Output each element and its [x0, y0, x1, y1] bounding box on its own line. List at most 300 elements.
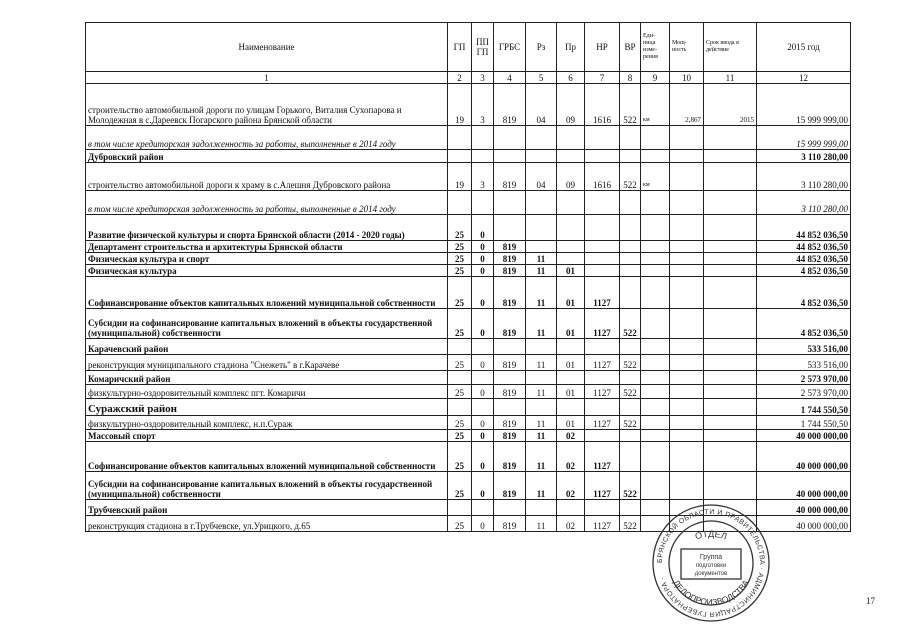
seal-top-text [694, 529, 728, 542]
table-row [86, 355, 851, 371]
row-rz: 11 [526, 472, 557, 500]
row-nr: 1616 [585, 84, 620, 126]
row-name: Развитие физической культуры и спорта Брянской области (2014 - 2020 годы) [86, 215, 448, 241]
row-name: в том числе кредиторская задолженность за работы, выполненные в 2014 году [86, 126, 448, 150]
row-unit [641, 355, 670, 371]
row-unit [641, 215, 670, 241]
row-power [670, 150, 704, 163]
row-name: Физическая культура [86, 265, 448, 277]
row-nr: 1127 [585, 416, 620, 430]
header-rz: Рз [526, 23, 557, 72]
table-row [86, 399, 851, 416]
row-vr [620, 430, 641, 442]
row-unit [641, 399, 670, 416]
row-power [670, 399, 704, 416]
row-vr [620, 215, 641, 241]
row-term [704, 309, 757, 339]
table-row [86, 191, 851, 215]
header-num: 3 [472, 72, 494, 84]
seal-middle-line2: подготовки [695, 563, 727, 569]
row-gp: 25 [448, 355, 472, 371]
row-grbs [494, 126, 526, 150]
row-unit [641, 191, 670, 215]
row-vr [620, 150, 641, 163]
office-seal-stamp [650, 502, 772, 624]
table-row [86, 215, 851, 241]
row-gp [448, 500, 472, 516]
row-term [704, 126, 757, 150]
row-nr [585, 265, 620, 277]
row-power [670, 355, 704, 371]
row-power [670, 339, 704, 355]
row-unit: км [641, 84, 670, 126]
row-gp [448, 150, 472, 163]
row-pr [557, 371, 585, 385]
row-gp: 25 [448, 253, 472, 265]
row-rz [526, 371, 557, 385]
row-gp: 25 [448, 241, 472, 253]
row-power: 2,867 [670, 84, 704, 126]
row-rz: 11 [526, 253, 557, 265]
row-pp: 0 [472, 385, 494, 399]
header-num: 4 [494, 72, 526, 84]
row-unit [641, 339, 670, 355]
row-unit [641, 371, 670, 385]
row-gp: 25 [448, 472, 472, 500]
row-vr: 522 [620, 84, 641, 126]
row-pp: 0 [472, 265, 494, 277]
row-pp: 0 [472, 442, 494, 472]
row-pr [557, 241, 585, 253]
row-term [704, 277, 757, 309]
table-row [86, 84, 851, 126]
row-name: Департамент строительства и архитектуры Брянской области [86, 241, 448, 253]
row-unit [641, 430, 670, 442]
row-name: Суражский район [86, 399, 448, 416]
row-nr [585, 399, 620, 416]
header-num: 7 [585, 72, 620, 84]
row-gp: 19 [448, 163, 472, 191]
row-vr: 522 [620, 385, 641, 399]
row-grbs [494, 191, 526, 215]
row-unit: км [641, 163, 670, 191]
row-gp: 25 [448, 430, 472, 442]
row-grbs: 819 [494, 309, 526, 339]
row-nr [585, 430, 620, 442]
row-pr: 09 [557, 163, 585, 191]
row-amount: 40 000 000,00 [757, 516, 851, 532]
row-pr: 02 [557, 516, 585, 532]
row-pp: 0 [472, 472, 494, 500]
row-rz [526, 126, 557, 150]
row-pr: 01 [557, 355, 585, 371]
header-unit: Еди-ница изме-рения [641, 23, 670, 72]
header-grbs: ГРБС [494, 23, 526, 72]
row-name: физкультурно-оздоровительный комплекс пгт. Комаричи [86, 385, 448, 399]
row-grbs: 819 [494, 472, 526, 500]
row-nr: 1127 [585, 472, 620, 500]
row-gp [448, 371, 472, 385]
row-amount: 3 110 280,00 [757, 150, 851, 163]
header-year: 2015 год [757, 23, 851, 72]
seal-middle-line1: Группа [699, 554, 723, 561]
row-rz [526, 339, 557, 355]
row-amount: 44 852 036,50 [757, 215, 851, 241]
row-unit [641, 253, 670, 265]
row-amount: 2 573 970,00 [757, 385, 851, 399]
row-nr [585, 339, 620, 355]
header-num: 6 [557, 72, 585, 84]
table-row [86, 265, 851, 277]
row-amount: 15 999 999,00 [757, 126, 851, 150]
row-pr [557, 191, 585, 215]
row-pp [472, 126, 494, 150]
page-number: 17 [866, 596, 875, 606]
row-pr [557, 399, 585, 416]
row-pr: 01 [557, 277, 585, 309]
seal-middle-line3: документов [694, 571, 728, 577]
row-grbs: 819 [494, 355, 526, 371]
row-amount: 533 516,00 [757, 339, 851, 355]
row-name: реконструкция стадиона в г.Трубчевске, ул.Урицкого, д.65 [86, 516, 448, 532]
row-grbs [494, 215, 526, 241]
row-unit [641, 309, 670, 339]
row-vr: 522 [620, 416, 641, 430]
row-power [670, 371, 704, 385]
row-name: Карачевский район [86, 339, 448, 355]
row-grbs: 819 [494, 385, 526, 399]
header-power: Мощ-ность [670, 23, 704, 72]
row-term [704, 385, 757, 399]
row-term [704, 215, 757, 241]
row-rz: 11 [526, 416, 557, 430]
row-name: Дубровский район [86, 150, 448, 163]
row-grbs [494, 500, 526, 516]
row-vr [620, 442, 641, 472]
row-name: Софинансирование объектов капитальных вложений муниципальной собственности [86, 277, 448, 309]
table-row [86, 253, 851, 265]
row-term [704, 355, 757, 371]
row-unit [641, 241, 670, 253]
row-pr: 02 [557, 472, 585, 500]
row-pr: 01 [557, 385, 585, 399]
row-grbs: 819 [494, 430, 526, 442]
row-grbs: 819 [494, 416, 526, 430]
seal-top-textpath: ОТДЕЛ [693, 528, 729, 542]
row-vr [620, 126, 641, 150]
row-rz [526, 215, 557, 241]
row-name: строительство автомобильной дороги к храму в с.Алешня Дубровского района [86, 163, 448, 191]
header-num: 8 [620, 72, 641, 84]
row-power [670, 191, 704, 215]
row-gp [448, 339, 472, 355]
row-rz [526, 241, 557, 253]
row-amount: 40 000 000,00 [757, 430, 851, 442]
header-term: Срок ввода в действие [704, 23, 757, 72]
row-unit [641, 442, 670, 472]
header-num: 9 [641, 72, 670, 84]
row-amount: 40 000 000,00 [757, 500, 851, 516]
row-unit [641, 126, 670, 150]
row-term [704, 430, 757, 442]
row-term [704, 265, 757, 277]
row-nr [585, 191, 620, 215]
row-power [670, 126, 704, 150]
row-unit [641, 265, 670, 277]
row-term [704, 191, 757, 215]
row-rz: 11 [526, 430, 557, 442]
row-term [704, 472, 757, 500]
row-nr: 1127 [585, 385, 620, 399]
row-vr [620, 339, 641, 355]
row-amount: 533 516,00 [757, 355, 851, 371]
row-term [704, 399, 757, 416]
row-name: в том числе кредиторская задолженность за работы, выполненные в 2014 году [86, 191, 448, 215]
row-rz: 11 [526, 277, 557, 309]
row-grbs: 819 [494, 241, 526, 253]
row-rz: 11 [526, 516, 557, 532]
row-amount: 40 000 000,00 [757, 442, 851, 472]
row-rz: 11 [526, 442, 557, 472]
row-grbs: 819 [494, 163, 526, 191]
row-grbs: 819 [494, 253, 526, 265]
row-nr: 1127 [585, 516, 620, 532]
row-grbs: 819 [494, 516, 526, 532]
row-unit [641, 150, 670, 163]
row-pr: 02 [557, 430, 585, 442]
row-vr [620, 191, 641, 215]
row-vr [620, 253, 641, 265]
table-body [86, 84, 851, 532]
row-pp [472, 191, 494, 215]
row-name: физкультурно-оздоровительный комплекс, н.п.Сураж [86, 416, 448, 430]
row-vr: 522 [620, 355, 641, 371]
row-power [670, 309, 704, 339]
header-row [86, 23, 851, 72]
table-row [86, 442, 851, 472]
row-pp [472, 339, 494, 355]
row-unit [641, 277, 670, 309]
table-row [86, 430, 851, 442]
row-pr: 01 [557, 265, 585, 277]
table-row [86, 241, 851, 253]
row-grbs: 819 [494, 265, 526, 277]
row-pp: 0 [472, 241, 494, 253]
row-gp: 25 [448, 516, 472, 532]
header-vr: ВР [620, 23, 641, 72]
row-pp: 0 [472, 355, 494, 371]
row-pp: 0 [472, 277, 494, 309]
row-vr [620, 371, 641, 385]
row-amount: 3 110 280,00 [757, 191, 851, 215]
row-pp: 0 [472, 253, 494, 265]
table-row [86, 150, 851, 163]
row-vr: 522 [620, 516, 641, 532]
row-rz [526, 150, 557, 163]
row-power [670, 215, 704, 241]
seal-bottom-textpath: ДЕЛОПРОИЗВОДСТВА [671, 578, 751, 608]
row-rz: 11 [526, 309, 557, 339]
row-pp: 0 [472, 309, 494, 339]
table-row [86, 277, 851, 309]
row-pr: 09 [557, 84, 585, 126]
row-rz: 04 [526, 84, 557, 126]
row-rz: 11 [526, 355, 557, 371]
row-rz: 11 [526, 385, 557, 399]
row-grbs [494, 339, 526, 355]
row-pp: 0 [472, 430, 494, 442]
row-power [670, 241, 704, 253]
row-gp [448, 399, 472, 416]
row-name: Комаричский район [86, 371, 448, 385]
row-amount: 44 852 036,50 [757, 241, 851, 253]
row-power [670, 277, 704, 309]
row-amount: 1 744 550,50 [757, 399, 851, 416]
row-pr: 01 [557, 309, 585, 339]
row-pp [472, 500, 494, 516]
row-pr [557, 126, 585, 150]
row-nr [585, 241, 620, 253]
table-row [86, 163, 851, 191]
row-gp: 25 [448, 215, 472, 241]
budget-table-page [85, 22, 850, 532]
row-gp [448, 191, 472, 215]
row-term [704, 416, 757, 430]
header-num: 1 [86, 72, 448, 84]
row-pr [557, 150, 585, 163]
row-rz [526, 191, 557, 215]
row-power [670, 163, 704, 191]
table-row [86, 126, 851, 150]
row-amount: 40 000 000,00 [757, 472, 851, 500]
header-num: 12 [757, 72, 851, 84]
row-term [704, 241, 757, 253]
row-name: реконструкция муниципального стадиона "Снежеть" в г.Карачеве [86, 355, 448, 371]
row-amount: 3 110 280,00 [757, 163, 851, 191]
row-gp: 25 [448, 385, 472, 399]
row-amount: 2 573 970,00 [757, 371, 851, 385]
row-pr [557, 253, 585, 265]
row-nr: 1127 [585, 277, 620, 309]
row-amount: 4 852 036,50 [757, 309, 851, 339]
row-name: Субсидии на софинансирование капитальных вложений в объекты государственной (муниципальной) собственности [86, 309, 448, 339]
row-power [670, 430, 704, 442]
table-row [86, 385, 851, 399]
row-unit [641, 472, 670, 500]
row-power [670, 442, 704, 472]
header-num: 5 [526, 72, 557, 84]
row-vr [620, 399, 641, 416]
row-term [704, 371, 757, 385]
row-pp [472, 371, 494, 385]
row-unit [641, 416, 670, 430]
row-rz [526, 500, 557, 516]
row-grbs: 819 [494, 84, 526, 126]
row-amount: 44 852 036,50 [757, 253, 851, 265]
row-gp: 19 [448, 84, 472, 126]
row-pp: 0 [472, 215, 494, 241]
row-gp: 25 [448, 277, 472, 309]
row-rz [526, 399, 557, 416]
row-pp: 3 [472, 163, 494, 191]
seal-ring-textpath: БРЯНСКОЙ ОБЛАСТИ И ПРАВИТЕЛЬСТВА · АДМИНИСТРАЦИЯ ГУБЕРНАТОРА · [656, 508, 766, 618]
table-row [86, 371, 851, 385]
row-gp: 25 [448, 265, 472, 277]
row-nr: 1127 [585, 442, 620, 472]
row-nr [585, 500, 620, 516]
row-term: 2015 [704, 84, 757, 126]
header-pp: ПП ГП [472, 23, 494, 72]
row-power [670, 472, 704, 500]
row-power [670, 265, 704, 277]
row-power [670, 253, 704, 265]
row-pp [472, 150, 494, 163]
row-pr [557, 500, 585, 516]
row-amount: 4 852 036,50 [757, 277, 851, 309]
header-name: Наименование [86, 23, 448, 72]
row-pr: 01 [557, 416, 585, 430]
row-name: Массовый спорт [86, 430, 448, 442]
row-term [704, 150, 757, 163]
row-grbs [494, 150, 526, 163]
row-power [670, 416, 704, 430]
row-nr [585, 150, 620, 163]
row-vr: 522 [620, 309, 641, 339]
row-power [670, 385, 704, 399]
row-name: Субсидии на софинансирование капитальных вложений в объекты государственной (муниципальной) собственности [86, 472, 448, 500]
row-vr [620, 277, 641, 309]
header-num: 11 [704, 72, 757, 84]
row-nr [585, 253, 620, 265]
row-rz: 04 [526, 163, 557, 191]
row-nr: 1127 [585, 355, 620, 371]
header-number-row [86, 72, 851, 84]
table-row [86, 309, 851, 339]
row-term [704, 163, 757, 191]
row-grbs [494, 399, 526, 416]
row-grbs: 819 [494, 277, 526, 309]
row-amount: 15 999 999,00 [757, 84, 851, 126]
row-nr [585, 126, 620, 150]
row-name: строительство автомобильной дороги по улицам Горького, Виталия Сухопарова и Молодежная в с.Дареевск Погарского района Брянской области [86, 84, 448, 126]
row-gp: 25 [448, 309, 472, 339]
table-row [86, 416, 851, 430]
row-rz: 11 [526, 265, 557, 277]
row-nr: 1127 [585, 309, 620, 339]
header-nr: НР [585, 23, 620, 72]
row-pp: 0 [472, 416, 494, 430]
row-gp [448, 126, 472, 150]
row-nr [585, 371, 620, 385]
table-row [86, 472, 851, 500]
row-vr: 522 [620, 163, 641, 191]
row-grbs [494, 371, 526, 385]
row-vr [620, 500, 641, 516]
row-name: Софинансирование объектов капитальных вложений муниципальной собственности [86, 442, 448, 472]
row-vr: 522 [620, 472, 641, 500]
row-term [704, 253, 757, 265]
row-term [704, 442, 757, 472]
row-unit [641, 385, 670, 399]
row-gp: 25 [448, 442, 472, 472]
header-num: 2 [448, 72, 472, 84]
table-row [86, 339, 851, 355]
row-pr [557, 339, 585, 355]
row-name: Трубчевский район [86, 500, 448, 516]
row-pr [557, 215, 585, 241]
row-vr [620, 265, 641, 277]
row-term [704, 339, 757, 355]
